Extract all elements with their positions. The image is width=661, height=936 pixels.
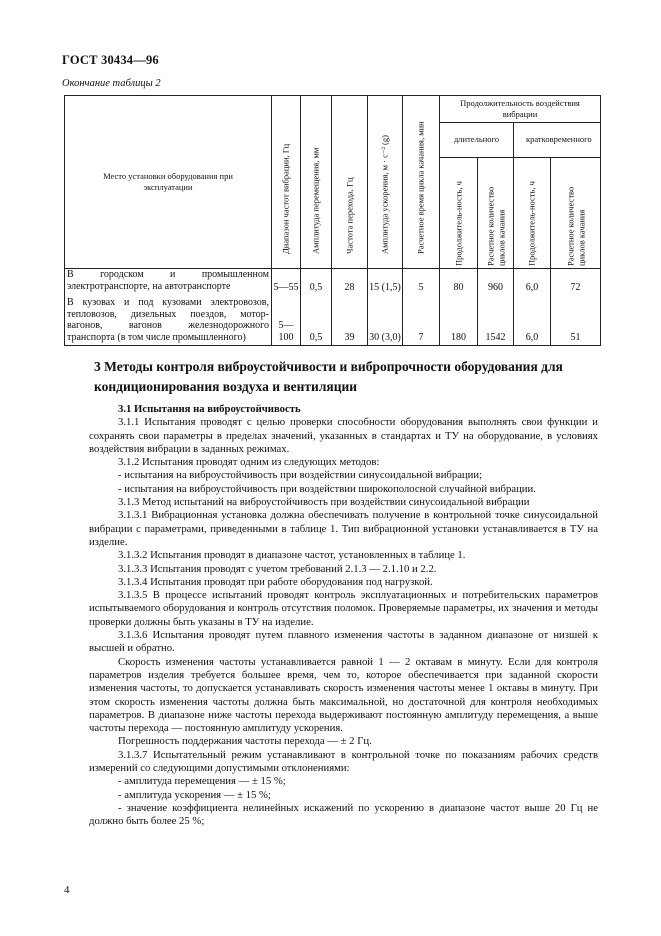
cell-long-duration: 180: [440, 295, 478, 346]
paragraph: 3.1.3.1 Вибрационная установка должна обеспечивать получение в контрольной точке синусоидальной вибрации с параметрами, приведенными в таблице 1. Тип вибрационной установки устанавливается в ТУ на изделие.: [89, 509, 598, 548]
header-sweep-time: Расчетное время цикла качания, мин: [403, 96, 440, 269]
header-short-duration: Продолжитель-ность, ч: [514, 158, 551, 269]
cell-displacement: 0,5: [301, 295, 332, 346]
paragraph: 3.1.3.6 Испытания проводят путем плавного изменения частоты в заданном диапазоне от низшей к высшей и обратно.: [89, 629, 598, 655]
header-long-term: длительного: [440, 123, 514, 158]
cell-short-duration: 6,0: [514, 269, 551, 296]
header-acceleration: Амплитуда ускорения, м · с⁻² (g): [368, 96, 403, 269]
cell-crossover: 39: [332, 295, 368, 346]
paragraph: 3.1.3 Метод испытаний на виброустойчивость при воздействии синусоидальной вибрации: [118, 496, 530, 509]
subsection-heading: 3.1 Испытания на виброустойчивость: [118, 403, 301, 415]
page-number: 4: [64, 884, 70, 896]
cell-crossover: 28: [332, 269, 368, 296]
paragraph: Погрешность поддержания частоты перехода — ± 2 Гц.: [118, 735, 372, 748]
table-row: [65, 295, 601, 346]
cell-short-duration: 6,0: [514, 295, 551, 346]
cell-acceleration: 15 (1,5): [368, 269, 403, 296]
header-displacement: Амплитуда перемещения, мм: [301, 96, 332, 269]
cell-long-cycles: 960: [478, 269, 514, 296]
list-item: - амплитуда ускорения — ± 15 %;: [118, 788, 271, 801]
list-item: - значение коэффициента нелинейных искажений по ускорению в диапазоне частот выше 20 Гц не должно быть более 25 %;: [89, 801, 598, 828]
cell-sweep-time: 5: [403, 269, 440, 296]
page-header: ГОСТ 30434—96: [62, 53, 159, 67]
paragraph: 3.1.2 Испытания проводят одним из следующих методов:: [118, 456, 380, 469]
list-item: - испытания на виброустойчивость при воздействии широкополосной случайной вибрации.: [118, 482, 536, 495]
cell-displacement: 0,5: [301, 269, 332, 296]
cell-short-cycles: 51: [551, 295, 601, 346]
header-duration-group: Продолжительность воздействия вибрации: [440, 96, 601, 123]
cell-short-cycles: 72: [551, 269, 601, 296]
paragraph: 3.1.3.2 Испытания проводят в диапазоне частот, установленных в таблице 1.: [118, 549, 466, 562]
header-crossover: Частота перехода, Гц: [332, 96, 368, 269]
header-freq-range: Диапазон частот вибрации, Гц: [272, 96, 301, 269]
paragraph: 3.1.3.4 Испытания проводят при работе оборудования под нагрузкой.: [118, 575, 433, 588]
table-row: [65, 269, 601, 296]
paragraph: 3.1.3.3 Испытания проводят с учетом требований 2.1.3 — 2.1.10 и 2.2.: [118, 562, 437, 575]
paragraph: 3.1.1 Испытания проводят с целью проверки способности оборудования выполнять свои функции и сохранять свои параметры в пределах значений, указанных в стандартах и ТУ на оборудование, в условиях воздействия вибрации в заданных режимах.: [89, 416, 598, 455]
paragraph: Скорость изменения частоты устанавливается равной 1 — 2 октавам в минуту. Если для контроля параметров изделия требуется большее время, чем то, которое обеспечивается при заданной скорости изменения частоты, то допускается устанавливать скорость изменения частоты менее 1 октавы в минуту. При этом скорость изменения частоты должна быть максимальной, но достаточной для контроля необходимых параметров. В диапазоне ниже частоты перехода выдерживают постоянную амплитуду перемещения, а выше частоты перехода — постоянную амплитуду ускорения.: [89, 655, 598, 735]
header-long-duration: Продолжитель-ность, ч: [440, 158, 478, 269]
paragraph: 3.1.3.5 В процессе испытаний проводят контроль эксплуатационных и потребительских параметров испытываемого оборудования и контроль отсутствия поломок. Проверяемые параметры, их значения и методы проверки должны быть указаны в ТУ на изделие.: [89, 589, 598, 628]
header-short-term: кратковременного: [514, 123, 601, 158]
cell-long-duration: 80: [440, 269, 478, 296]
cell-sweep-time: 7: [403, 295, 440, 346]
header-location: Место установки оборудования при эксплуатации: [65, 96, 272, 269]
paragraph: 3.1.3.7 Испытательный режим устанавливают в контрольной точке по показаниям рабочих средств измерений со следующими допустимыми отклонениями:: [89, 748, 598, 775]
cell-acceleration: 30 (3,0): [368, 295, 403, 346]
cell-freq-range: 5—100: [272, 295, 301, 346]
cell-long-cycles: 1542: [478, 295, 514, 346]
list-item: - амплитуда перемещения — ± 15 %;: [118, 775, 286, 788]
table-caption: Окончание таблицы 2: [62, 78, 161, 89]
header-long-cycles: Расчетное количество циклов качания: [478, 158, 514, 269]
section-title: 3 Методы контроля виброустойчивости и вибропрочности оборудования для кондиционирования воздуха и вентиляции: [94, 359, 563, 394]
cell-location: В городском и промышленном электротранспорте, на автотранспорте: [65, 269, 272, 296]
section-body: [89, 403, 598, 829]
header-short-cycles: Расчетное количество циклов качания: [551, 158, 601, 269]
list-item: - испытания на виброустойчивость при воздействии синусоидальной вибрации;: [118, 469, 483, 482]
cell-location: В кузовах и под кузовами электровозов, тепловозов, дизельных поездов, мотор-вагонов, вагонов железнодорожного транспорта (в том числе промышленного): [65, 295, 272, 346]
vibration-table: [64, 95, 601, 346]
cell-freq-range: 5—55: [272, 269, 301, 296]
